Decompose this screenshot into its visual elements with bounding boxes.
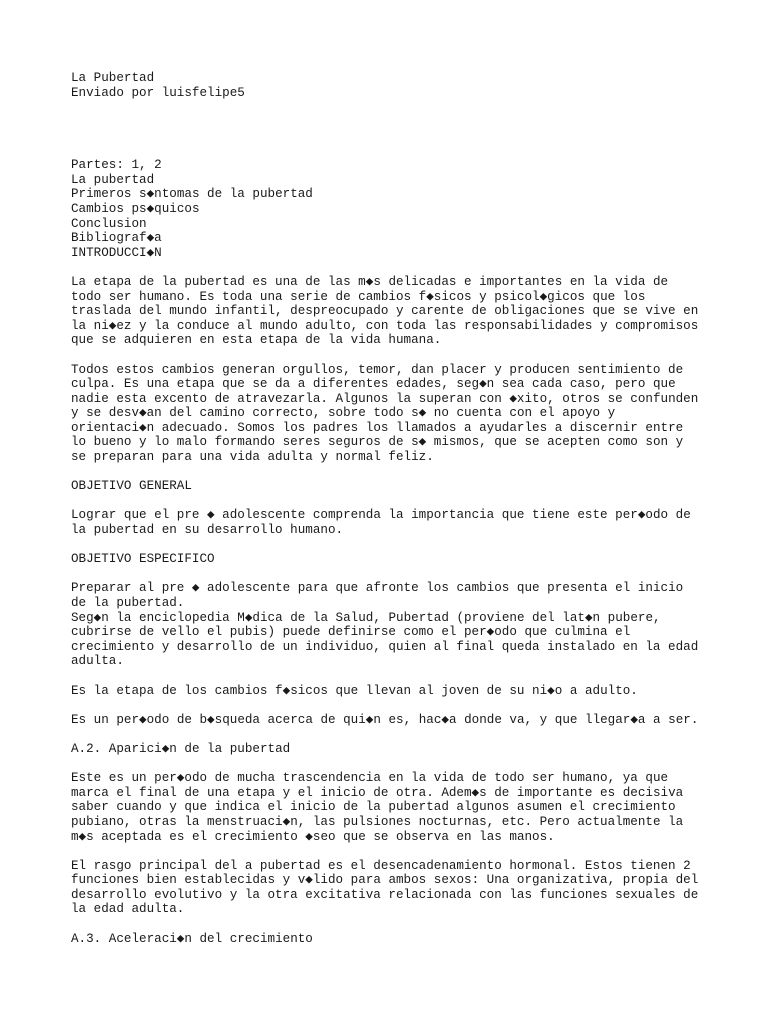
section-heading-aceleracion: A.3. Aceleraci◆n del crecimiento bbox=[71, 931, 313, 946]
paragraph-intro-1: La etapa de la pubertad es una de las m◆s delicadas e importantes en la vida de todo ser humano. Es toda una serie de cambios f◆sicos y psicol◆gicos que los traslada del mundo infantil, despreocupado y carente de obligaciones que se vive en la ni◆ez y la conduce al mundo adulto, con toda las responsabilidades y compromisos que se adquieren en esta etapa de la vida humana. bbox=[71, 274, 699, 348]
document-title: La Pubertad bbox=[71, 71, 155, 85]
toc-item-cambios-psiquicos[interactable]: Cambios ps◆quicos bbox=[71, 201, 200, 216]
parts-label: Partes: 1, 2 bbox=[71, 158, 162, 173]
toc-item-bibliografia[interactable]: Bibliograf◆a bbox=[71, 231, 162, 246]
paragraph-objetivo-general: Lograr que el pre ◆ adolescente comprenda la importancia que tiene este per◆odo de la pubertad en su desarrollo humano. bbox=[71, 508, 691, 538]
paragraph-aparicion-2: El rasgo principal del a pubertad es el desencadenamiento hormonal. Estos tienen 2 funciones bien establecidas y v◆lido para ambos sexos: Una organizativa, propia del desarrollo evolutivo y la otra excitativa relacionada con las funciones sexuales de la edad adulta. bbox=[71, 858, 699, 917]
section-heading-aparicion: A.2. Aparici◆n de la pubertad bbox=[71, 741, 291, 756]
section-heading-objetivo-especifico: OBJETIVO ESPECIFICO bbox=[71, 552, 215, 567]
toc-item-conclusion[interactable]: Conclusion bbox=[71, 216, 147, 231]
paragraph-busqueda: Es un per◆odo de b◆squeda acerca de qui◆n es, hac◆a donde va, y que llegar◆a a ser. bbox=[71, 712, 699, 727]
section-heading-introduccion: INTRODUCCI◆N bbox=[71, 245, 162, 260]
section-heading-objetivo-general: OBJETIVO GENERAL bbox=[71, 479, 192, 494]
paragraph-cambios-fisicos: Es la etapa de los cambios f◆sicos que llevan al joven de su ni◆o a adulto. bbox=[71, 683, 638, 698]
document-page bbox=[71, 71, 711, 946]
document-author: Enviado por luisfelipe5 bbox=[71, 85, 245, 100]
toc-item-primeros-sintomas[interactable]: Primeros s◆ntomas de la pubertad bbox=[71, 187, 313, 202]
paragraph-intro-2: Todos estos cambios generan orgullos, temor, dan placer y producen sentimiento de culpa. Es una etapa que se da a diferentes edades, seg◆n sea cada caso, pero que nadie esta excento de atravezarla. Algunos la superan con ◆xito, otros se confunden y se desv◆an del camino correcto, sobre todo s◆ no cuenta con el apoyo y orientaci◆n adecuado. Somos los padres los llamados a ayudarles a discernir entre lo bueno y lo malo formando seres seguros de s◆ mismos, que se acepten como son y se preparan para una vida adulta y normal feliz. bbox=[71, 362, 699, 465]
paragraph-objetivo-especifico: Preparar al pre ◆ adolescente para que afronte los cambios que presenta el inicio de la pubertad. Seg◆n la enciclopedia M◆dica de la Salud, Pubertad (proviene del lat◆n pubere, cubrirse de vello el pubis) puede definirse como el per◆odo que culmina el crecimiento y desarrollo de un individuo, quien al final queda instalado en la edad adulta. bbox=[71, 581, 699, 669]
toc-item-la-pubertad[interactable]: La pubertad bbox=[71, 172, 155, 187]
paragraph-aparicion-1: Este es un per◆odo de mucha trascendencia en la vida de todo ser humano, ya que marca el final de una etapa y el inicio de otra. Adem◆s de importante es decisiva saber cuando y que indica el inicio de la pubertad algunos asumen el crecimiento pubiano, otras la menstruaci◆n, las pulsiones nocturnas, etc. Pero actualmente la m◆s aceptada es el crecimiento ◆seo que se observa en las manos. bbox=[71, 771, 684, 844]
